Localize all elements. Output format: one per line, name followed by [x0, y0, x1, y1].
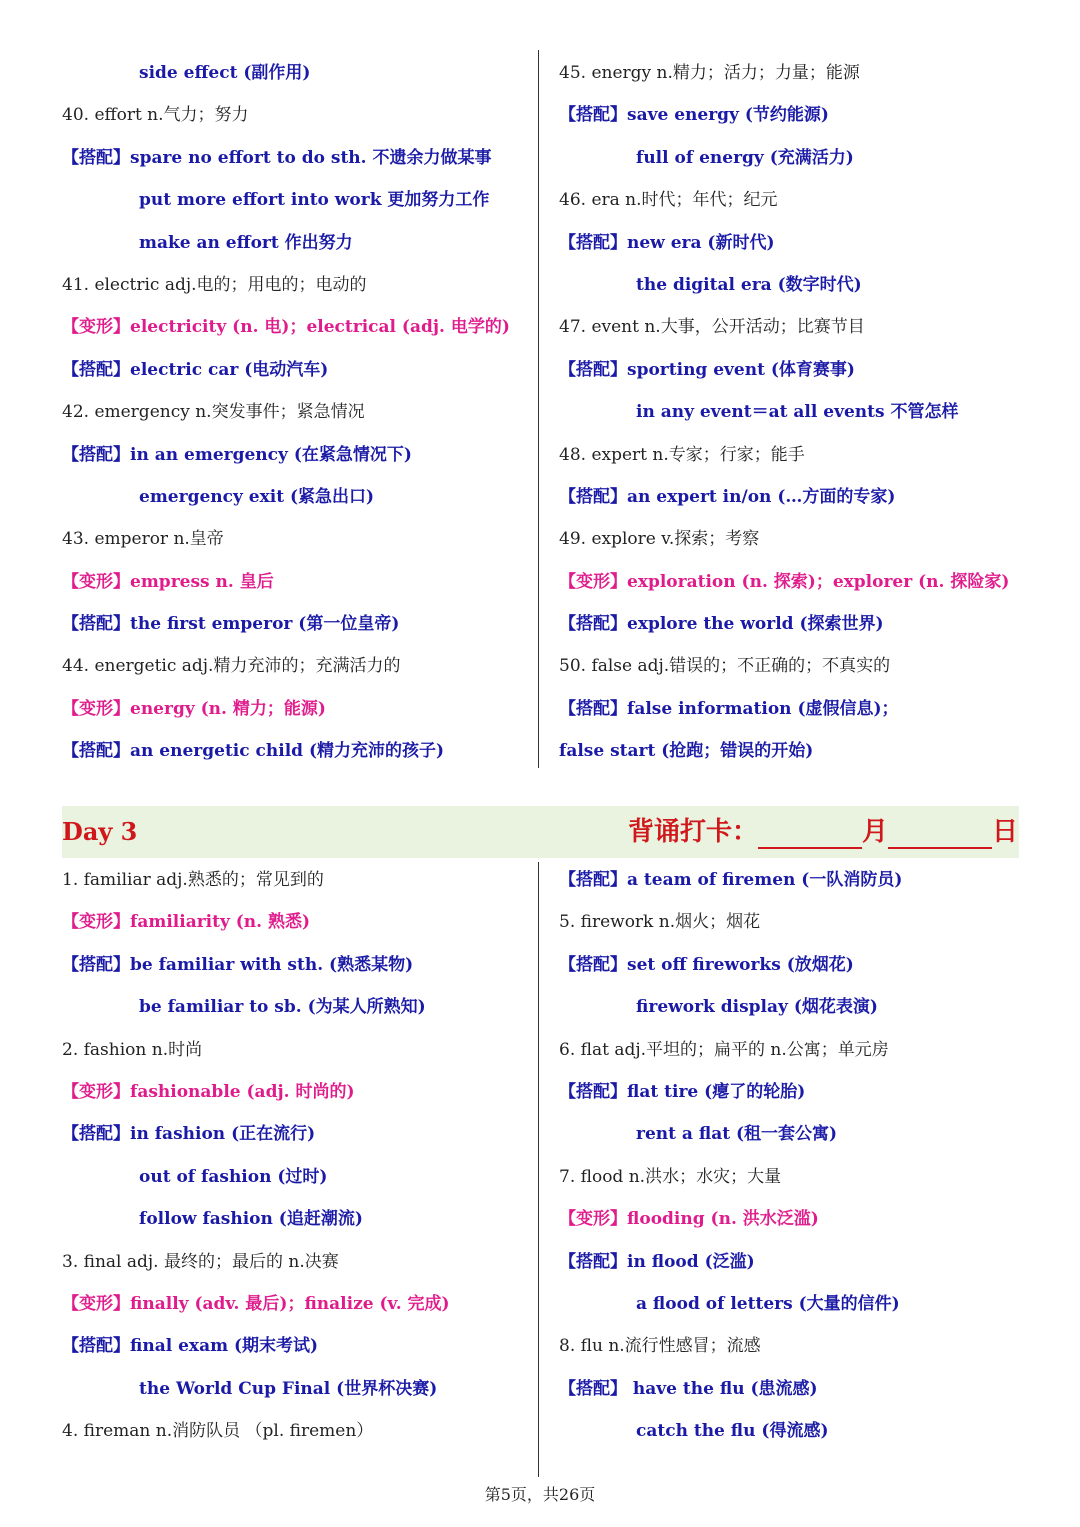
line-text: sporting event (体育赛事) — [627, 359, 855, 380]
collocation-line — [62, 1368, 532, 1410]
line-text: an expert in/on (…方面的专家) — [627, 486, 896, 507]
vocab-entry — [559, 306, 1029, 348]
word-form-line — [62, 1071, 532, 1113]
day-title: Day 3 — [62, 817, 138, 846]
collocation-line — [559, 264, 1029, 306]
line-tag: 【搭配】 — [559, 1251, 627, 1272]
vocab-entry — [559, 1325, 1029, 1367]
line-tag: 【搭配】 — [62, 954, 130, 975]
collocation-line — [559, 1071, 1029, 1113]
line-text: firework display (烟花表演) — [636, 997, 878, 1018]
line-tag: 【搭配】 — [559, 105, 627, 126]
line-text: 49. explore v.探索；考察 — [559, 529, 760, 550]
collocation-line — [559, 94, 1029, 136]
line-tag: 【搭配】 — [559, 1378, 627, 1399]
line-text: flat tire (瘪了的轮胎) — [627, 1081, 806, 1102]
collocation-line — [62, 1325, 532, 1367]
line-text: 41. electric adj.电的；用电的；电动的 — [62, 274, 367, 295]
collocation-line — [559, 1283, 1029, 1325]
collocation-line — [62, 1198, 532, 1240]
line-text: new era (新时代) — [627, 232, 775, 253]
day-label: 日 — [991, 817, 1018, 847]
line-tag: 【变形】 — [62, 317, 130, 338]
collocation-line — [62, 52, 532, 94]
collocation-line — [559, 1241, 1029, 1283]
line-text: be familiar with sth. (熟悉某物) — [130, 954, 414, 975]
line-text: 43. emperor n.皇帝 — [62, 529, 224, 550]
vocab-entry — [62, 518, 532, 560]
line-text: be familiar to sb. (为某人所熟知) — [139, 997, 426, 1018]
collocation-line — [559, 688, 1029, 730]
line-tag: 【搭配】 — [559, 870, 627, 890]
line-text: 47. event n.大事，公开活动；比赛节目 — [559, 317, 865, 338]
collocation-line — [62, 944, 532, 986]
line-text: electric car (电动汽车) — [130, 359, 329, 380]
line-tag: 【搭配】 — [559, 698, 627, 719]
line-text: a flood of letters (大量的信件) — [636, 1293, 900, 1314]
line-tag: 【搭配】 — [62, 147, 130, 168]
line-text: final exam (期末考试) — [130, 1336, 319, 1357]
vocab-entry — [559, 1029, 1029, 1071]
collocation-line — [62, 476, 532, 518]
line-text: finally (adv. 最后)；finalize (v. 完成) — [130, 1293, 450, 1314]
line-text: have the flu (患流感) — [627, 1378, 818, 1399]
vocab-entry — [62, 391, 532, 433]
line-text: electricity (n. 电)；electrical (adj. 电学的) — [130, 317, 510, 338]
line-tag: 【搭配】 — [559, 359, 627, 380]
vocab-entry — [62, 1241, 532, 1283]
line-text: set off fireworks (放烟花) — [627, 954, 854, 975]
line-tag: 【搭配】 — [559, 954, 627, 975]
vocab-entry — [62, 1410, 532, 1452]
line-text: out of fashion (过时) — [139, 1166, 328, 1187]
top-right-column — [559, 52, 1029, 773]
line-tag: 【搭配】 — [62, 1124, 130, 1145]
line-tag: 【搭配】 — [62, 614, 130, 635]
line-text: false information (虚假信息)； — [627, 698, 899, 719]
collocation-line — [559, 730, 1029, 772]
line-tag: 【搭配】 — [62, 741, 130, 762]
line-text: 4. fireman n.消防队员 （pl. firemen） — [62, 1421, 374, 1442]
line-text: 5. firework n.烟火；烟花 — [559, 912, 761, 933]
line-tag: 【搭配】 — [559, 614, 627, 635]
line-text: in an emergency (在紧急情况下) — [130, 444, 412, 465]
line-text: 50. false adj.错误的；不正确的；不真实的 — [559, 656, 891, 677]
vocab-entry — [559, 434, 1029, 476]
month-label: 月 — [861, 817, 888, 847]
vocab-entry — [62, 1029, 532, 1071]
word-form-line — [62, 688, 532, 730]
vocab-entry — [559, 52, 1029, 94]
line-text: exploration (n. 探索)；explorer (n. 探险家) — [627, 571, 1010, 592]
collocation-line — [62, 179, 532, 221]
line-text: rent a flat (租一套公寓) — [636, 1124, 838, 1145]
line-text: emergency exit (紧急出口) — [139, 486, 375, 507]
line-text: in flood (泛滥) — [627, 1251, 755, 1272]
collocation-line — [559, 1113, 1029, 1155]
collocation-line — [559, 222, 1029, 264]
collocation-line — [62, 434, 532, 476]
line-text: 1. familiar adj.熟悉的；常见到的 — [62, 870, 324, 890]
line-tag: 【变形】 — [62, 698, 130, 719]
month-blank[interactable] — [758, 817, 862, 849]
line-tag: 【变形】 — [62, 1081, 130, 1102]
line-text: flooding (n. 洪水泛滥) — [627, 1209, 819, 1230]
line-text: catch the flu (得流感) — [636, 1421, 829, 1442]
vocab-entry — [62, 94, 532, 136]
line-tag: 【搭配】 — [559, 1081, 627, 1102]
line-text: explore the world (探索世界) — [627, 614, 884, 635]
collocation-line — [559, 349, 1029, 391]
line-tag: 【搭配】 — [62, 1336, 130, 1357]
collocation-line — [559, 1368, 1029, 1410]
word-form-line — [559, 561, 1029, 603]
line-text: 2. fashion n.时尚 — [62, 1039, 203, 1060]
line-text: full of energy (充满活力) — [636, 147, 854, 168]
vocab-entry — [62, 645, 532, 687]
line-text: an energetic child (精力充沛的孩子) — [130, 741, 445, 762]
line-tag: 【变形】 — [559, 571, 627, 592]
line-text: false start (抢跑；错误的开始) — [559, 741, 814, 762]
line-text: fashionable (adj. 时尚的) — [130, 1081, 355, 1102]
checkin-label: 背诵打卡： — [627, 817, 758, 847]
line-tag: 【搭配】 — [62, 444, 130, 465]
vocab-entry — [559, 179, 1029, 221]
line-text: side effect (副作用) — [139, 63, 311, 83]
vocab-entry — [559, 901, 1029, 943]
column-divider-top — [538, 50, 539, 768]
line-text: 46. era n.时代；年代；纪元 — [559, 190, 778, 211]
line-text: 44. energetic adj.精力充沛的；充满活力的 — [62, 656, 401, 677]
day-blank[interactable] — [888, 817, 992, 849]
line-text: in fashion (正在流行) — [130, 1124, 316, 1145]
line-text: 8. flu n.流行性感冒；流感 — [559, 1336, 761, 1357]
line-tag: 【搭配】 — [62, 359, 130, 380]
collocation-line — [559, 137, 1029, 179]
line-text: the digital era (数字时代) — [636, 274, 862, 295]
collocation-line — [62, 730, 532, 772]
line-text: energy (n. 精力；能源) — [130, 698, 326, 719]
line-text: 40. effort n.气力；努力 — [62, 105, 249, 126]
word-form-line — [62, 1283, 532, 1325]
line-text: 42. emergency n.突发事件；紧急情况 — [62, 402, 365, 423]
line-text: 6. flat adj.平坦的；扁平的 n.公寓；单元房 — [559, 1039, 889, 1060]
line-text: put more effort into work 更加努力工作 — [139, 190, 490, 211]
line-text: empress n. 皇后 — [130, 571, 274, 592]
collocation-line — [559, 391, 1029, 433]
collocation-line — [559, 603, 1029, 645]
collocation-line — [559, 1410, 1029, 1452]
line-text: 7. flood n.洪水；水灾；大量 — [559, 1166, 782, 1187]
collocation-line — [559, 859, 1029, 901]
line-tag: 【变形】 — [559, 1209, 627, 1230]
collocation-line — [62, 603, 532, 645]
line-text: make an effort 作出努力 — [139, 232, 353, 253]
vocab-entry — [559, 1156, 1029, 1198]
line-text: familiarity (n. 熟悉) — [130, 912, 311, 933]
bottom-right-column — [559, 859, 1029, 1452]
line-text: the first emperor (第一位皇帝) — [130, 614, 400, 635]
checkin-line — [628, 806, 1018, 858]
top-left-column — [62, 52, 532, 773]
vocab-entry — [62, 264, 532, 306]
collocation-line — [559, 476, 1029, 518]
collocation-line — [62, 1156, 532, 1198]
collocation-line — [559, 986, 1029, 1028]
line-tag: 【变形】 — [62, 1293, 130, 1314]
collocation-line — [62, 986, 532, 1028]
line-tag: 【搭配】 — [559, 486, 627, 507]
collocation-line — [62, 222, 532, 264]
collocation-line — [62, 349, 532, 391]
page-footer: 第5页，共26页 — [484, 1485, 596, 1504]
line-tag: 【变形】 — [62, 912, 130, 933]
line-text: 3. final adj. 最终的；最后的 n.决赛 — [62, 1251, 339, 1272]
vocab-entry — [559, 645, 1029, 687]
collocation-line — [559, 944, 1029, 986]
line-text: 48. expert n.专家；行家；能手 — [559, 444, 805, 465]
line-text: the World Cup Final (世界杯决赛) — [139, 1378, 438, 1399]
word-form-line — [559, 1198, 1029, 1240]
line-text: in any event＝at all events 不管怎样 — [636, 402, 959, 423]
line-text: spare no effort to do sth. 不遗余力做某事 — [130, 147, 492, 168]
line-text: a team of firemen (一队消防员) — [627, 870, 903, 890]
line-text: follow fashion (追赶潮流) — [139, 1209, 363, 1230]
word-form-line — [62, 901, 532, 943]
line-text: save energy (节约能源) — [627, 105, 829, 126]
vocab-entry — [559, 518, 1029, 560]
line-tag: 【搭配】 — [559, 232, 627, 253]
collocation-line — [62, 137, 532, 179]
line-text: 45. energy n.精力；活力；力量；能源 — [559, 63, 860, 83]
column-divider-bottom — [538, 862, 539, 1477]
vocab-entry — [62, 859, 532, 901]
word-form-line — [62, 306, 532, 348]
line-tag: 【变形】 — [62, 571, 130, 592]
bottom-left-column — [62, 859, 532, 1452]
collocation-line — [62, 1113, 532, 1155]
word-form-line — [62, 561, 532, 603]
